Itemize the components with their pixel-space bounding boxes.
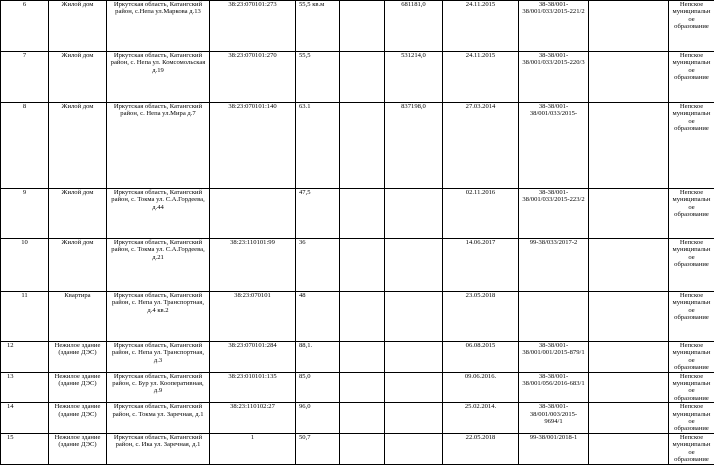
object-address: Иркутская область, Катангский район, с. Непа ул.Мира д.7	[107, 103, 210, 189]
cadastral-value	[385, 342, 443, 373]
row-number: 14	[1, 403, 49, 434]
registration-date: 27.03.2014	[443, 103, 519, 189]
registration-number: 99-38/001/2018-1	[519, 433, 589, 464]
owner: Непское муниципальное образование	[669, 403, 714, 434]
cadastral-value: 837198,0	[385, 103, 443, 189]
empty-cell	[340, 433, 385, 464]
object-type: Жилой дом	[49, 189, 107, 239]
cadastral-value	[385, 403, 443, 434]
empty-cell	[340, 292, 385, 342]
empty-cell	[589, 292, 669, 342]
empty-cell	[589, 433, 669, 464]
object-area: 63.1	[296, 103, 340, 189]
empty-cell	[340, 239, 385, 292]
object-type: Жилой дом	[49, 1, 107, 52]
registration-date: 25.02.2014.	[443, 403, 519, 434]
table-row	[1, 292, 714, 342]
object-address: Иркутская область, Катангский район, с. Непа ул. Комсомольская д.19	[107, 52, 210, 103]
empty-cell	[589, 103, 669, 189]
row-number: 10	[1, 239, 49, 292]
empty-cell	[589, 403, 669, 434]
table-row	[1, 403, 714, 434]
cadastral-value: 681181,0	[385, 1, 443, 52]
owner: Непское муниципальное образование	[669, 189, 714, 239]
object-area: 85,0	[296, 372, 340, 403]
cadastral-number: 38:23:070101:284	[210, 342, 296, 373]
cadastral-value	[385, 239, 443, 292]
registration-date: 09.06.2016.	[443, 372, 519, 403]
cadastral-value	[385, 189, 443, 239]
table-row	[1, 103, 714, 189]
row-number: 15	[1, 433, 49, 464]
registration-date: 24.11.2015	[443, 1, 519, 52]
row-number: 12	[1, 342, 49, 373]
table-row	[1, 239, 714, 292]
object-address: Иркутская область, Катангский район, с. Токма ул. С.А.Гордеева, д.21	[107, 239, 210, 292]
object-type: Нежилое здание (здание ДЭС)	[49, 342, 107, 373]
object-address: Иркутская область, Катангский район, с. Непа ул. Транспортная, д.4 кв.2	[107, 292, 210, 342]
owner: Непское муниципальное образование	[669, 103, 714, 189]
object-area: 55,5 кв.м	[296, 1, 340, 52]
table-row	[1, 1, 714, 52]
row-number: 6	[1, 1, 49, 52]
row-number: 13	[1, 372, 49, 403]
cadastral-number: 38:23:110101:99	[210, 239, 296, 292]
object-area: 88,1.	[296, 342, 340, 373]
registration-number: 38-38/001-38/001/033/2015-220/3	[519, 52, 589, 103]
registration-date: 14.06.2017	[443, 239, 519, 292]
cadastral-value	[385, 292, 443, 342]
table-row	[1, 433, 714, 464]
registration-number: 38-38/001-38/001/003/2015-9694/1	[519, 403, 589, 434]
registration-number: 38-38/001-38/001/001/2015-879/1	[519, 342, 589, 373]
owner: Непское муниципальное образование	[669, 239, 714, 292]
object-area: 50,7	[296, 433, 340, 464]
owner: Непское муниципальное образование	[669, 372, 714, 403]
cadastral-value: 531214,0	[385, 52, 443, 103]
empty-cell	[340, 52, 385, 103]
registration-number: 38-38/001-38/001/033/2015-	[519, 103, 589, 189]
object-type: Жилой дом	[49, 239, 107, 292]
registration-date: 02.11.2016	[443, 189, 519, 239]
table-row	[1, 52, 714, 103]
empty-cell	[340, 342, 385, 373]
row-number: 9	[1, 189, 49, 239]
empty-cell	[589, 239, 669, 292]
object-area: 36	[296, 239, 340, 292]
empty-cell	[340, 372, 385, 403]
cadastral-number: 38:23:070101:273	[210, 1, 296, 52]
object-address: Иркутская область, Катангский район, с.Непа ул.Маркова д.13	[107, 1, 210, 52]
owner: Непское муниципальное образование	[669, 342, 714, 373]
object-address: Иркутская область, Катангский район, с. Токма ул. Заречная, д.1	[107, 403, 210, 434]
table-row	[1, 372, 714, 403]
registration-number: 99-38/033/2017-2	[519, 239, 589, 292]
cadastral-number: 38:23:070101:270	[210, 52, 296, 103]
cadastral-number: 38:23:010101:135	[210, 372, 296, 403]
empty-cell	[589, 342, 669, 373]
object-type: Жилой дом	[49, 103, 107, 189]
empty-cell	[589, 1, 669, 52]
registration-number: 38-38/001-38/001/033/2015-223/2	[519, 189, 589, 239]
object-area: 48	[296, 292, 340, 342]
object-area: 55,5	[296, 52, 340, 103]
table-row	[1, 342, 714, 373]
empty-cell	[589, 372, 669, 403]
empty-cell	[589, 189, 669, 239]
owner: Непское муниципальное образование	[669, 52, 714, 103]
object-address: Иркутская область, Катангский район, с. Токма ул. С.А.Гордеева, д.44	[107, 189, 210, 239]
registration-number	[519, 292, 589, 342]
cadastral-value	[385, 433, 443, 464]
cadastral-number: 38:23:070101	[210, 292, 296, 342]
object-address: Иркутская область, Катангский район, с. Бур ул. Кооперативная, д.9	[107, 372, 210, 403]
table-row	[1, 189, 714, 239]
empty-cell	[340, 103, 385, 189]
registration-date: 22.05.2018	[443, 433, 519, 464]
object-type: Нежилое здание (здание ДЭС)	[49, 372, 107, 403]
cadastral-number	[210, 189, 296, 239]
object-type: Квартира	[49, 292, 107, 342]
registration-number: 38-38/001-38/001/056/2016-683/1	[519, 372, 589, 403]
object-address: Иркутская область, Катангский район, с. Ика ул. Заречная, д.1	[107, 433, 210, 464]
object-type: Нежилое здание (здание ДЭС)	[49, 433, 107, 464]
owner: Непское муниципальное образование	[669, 292, 714, 342]
registration-number: 38-38/001-38/001/033/2015-221/2	[519, 1, 589, 52]
object-type: Нежилое здание (здание ДЭС)	[49, 403, 107, 434]
empty-cell	[340, 403, 385, 434]
registration-date: 06.08.2015	[443, 342, 519, 373]
owner: Непское муниципальное образование	[669, 1, 714, 52]
row-number: 8	[1, 103, 49, 189]
object-type: Жилой дом	[49, 52, 107, 103]
object-area: 47,5	[296, 189, 340, 239]
object-address: Иркутская область, Катангский район, с. Непа ул. Транспортная, д.3	[107, 342, 210, 373]
empty-cell	[340, 1, 385, 52]
row-number: 7	[1, 52, 49, 103]
cadastral-value	[385, 372, 443, 403]
cadastral-number: 38:23:070101:140	[210, 103, 296, 189]
empty-cell	[340, 189, 385, 239]
registration-date: 24.11.2015	[443, 52, 519, 103]
object-area: 96,0	[296, 403, 340, 434]
cadastral-number: 38:23:110102:27	[210, 403, 296, 434]
owner: Непское муниципальное образование	[669, 433, 714, 464]
cadastral-number: 1	[210, 433, 296, 464]
registration-date: 23.05.2018	[443, 292, 519, 342]
row-number: 11	[1, 292, 49, 342]
empty-cell	[589, 52, 669, 103]
